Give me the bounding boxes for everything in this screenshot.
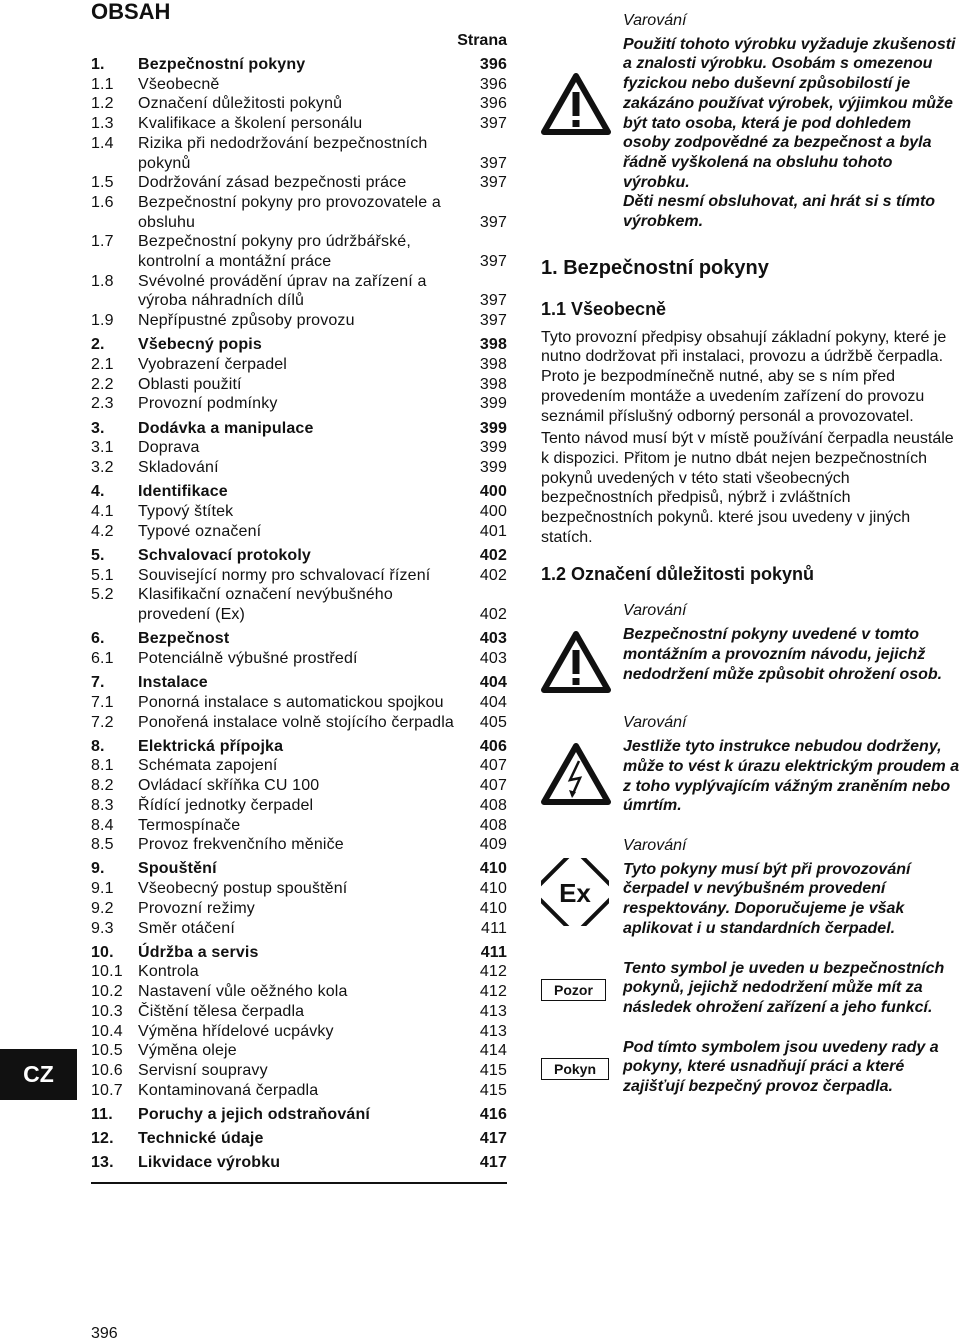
toc-section-entry — [91, 546, 507, 566]
toc-subsection-entry — [91, 232, 507, 271]
subsection-heading: 1.1 Všeobecně — [541, 298, 667, 319]
toc-entry-number: 2.1 — [91, 356, 114, 374]
toc-entry-page: 412 — [479, 963, 507, 981]
toc-entry-page: 398 — [479, 375, 507, 393]
toc-entry-title: Dodávka a manipulace — [138, 419, 314, 437]
toc-entry-number: 3.2 — [91, 459, 114, 477]
toc-entry-number: 4.1 — [91, 502, 114, 520]
toc-entry-title: Provoz frekvenčního měniče — [138, 836, 344, 854]
toc-entry-page: 407 — [479, 777, 507, 795]
warning-triangle-icon — [541, 11, 623, 232]
toc-entry-page: 413 — [479, 1022, 507, 1040]
toc-title: OBSAH — [91, 0, 171, 24]
toc-entry-number: 10.7 — [91, 1081, 123, 1099]
toc-entry-title: Všebecný popis — [138, 336, 262, 354]
toc-entry-page: 399 — [479, 395, 507, 413]
warning-heading: Varování — [623, 12, 687, 29]
toc-entry-page: 406 — [479, 737, 507, 755]
paragraph: Tento návod musí být v místě používání čerpadla neustále k dispozici. Přitom je nutno dbát nejen bezpečnostních pokynů uvedených v této stati všeobecných bezpečnostních předpisů, nýbrž i zvláštních bezpečnostních pokynů. které jsou uvedeny v jiných statích. — [541, 430, 954, 546]
toc-entry-number: 1.2 — [91, 95, 114, 113]
toc-entry-page: 416 — [479, 1105, 507, 1123]
warning-heading: Varování — [623, 836, 687, 854]
toc-entry-page: 415 — [479, 1081, 507, 1099]
toc-entry-page: 397 — [479, 312, 507, 330]
toc-entry-page: 417 — [479, 1154, 507, 1172]
toc-entry-page: 402 — [479, 566, 507, 584]
toc-entry-number: 9.3 — [91, 919, 114, 937]
toc-entry-title: Nastavení vůle oěžného kola — [138, 983, 348, 1001]
toc-entry-page: 401 — [479, 522, 507, 540]
subsection-heading: 1.2 Označení důležitosti pokynů — [541, 564, 815, 585]
warning-text: Použití tohoto výrobku vyžaduje zkušenosti a znalosti výrobku. Osobám s omezenou fyzickou nebo duševní způsobilostí je zakázáno používat výrobek, výjimkou může být tato osoba, která je pod dohledem osoby zodpovědné za bezpečnost a byla řádně vyškolená na obsluhu tohoto výrobku. — [623, 35, 956, 191]
toc-subsection-entry — [91, 193, 507, 232]
toc-entry-number: 10.3 — [91, 1002, 123, 1020]
toc-entry-number: 10.5 — [91, 1042, 123, 1060]
toc-entry-number: 8.3 — [91, 796, 114, 814]
toc-section-entry — [91, 482, 507, 502]
toc-entry-page: 399 — [479, 419, 507, 437]
toc-subsection-entry — [91, 75, 507, 95]
toc-entry-page: 413 — [479, 1002, 507, 1020]
toc-entry-number: 5. — [91, 546, 105, 564]
toc-entry-number: 10.4 — [91, 1022, 123, 1040]
toc-entry-number: 7.2 — [91, 713, 114, 731]
toc-entry-title: Instalace — [138, 674, 208, 692]
toc-entry-page: 414 — [479, 1042, 507, 1060]
toc-entry-page: 410 — [479, 899, 507, 917]
toc-entry-title: Termospínače — [138, 816, 241, 834]
toc-entry-title: Bezpečnostní pokyny — [138, 56, 306, 73]
toc-entry-number: 11. — [91, 1105, 113, 1123]
toc-entry-number: 1.1 — [91, 75, 114, 93]
toc-entry-title: Ponorná instalace s automatickou spojkou — [138, 693, 444, 711]
toc-entry-page: 405 — [479, 713, 507, 731]
toc-subsection-entry — [91, 796, 507, 816]
toc-entry-number: 8.4 — [91, 816, 114, 834]
toc-entry-page: 409 — [479, 836, 507, 854]
toc-entry-number: 1.8 — [91, 272, 114, 290]
svg-text:Ex: Ex — [559, 877, 591, 908]
toc-entry-number: 13. — [91, 1154, 114, 1172]
toc-entry-title: Likvidace výrobku — [138, 1154, 281, 1172]
toc-entry-title: Identifikace — [138, 483, 228, 501]
pokyn-label: Pokyn — [541, 1058, 609, 1080]
warning-general — [541, 11, 960, 232]
toc-section-entry — [91, 737, 507, 757]
toc-subsection-entry — [91, 94, 507, 114]
toc-entry-number: 6.1 — [91, 649, 114, 667]
toc-entry-number: 4.2 — [91, 522, 114, 540]
toc-entry-page: 396 — [479, 95, 507, 113]
warning-electric — [541, 713, 960, 816]
toc-subsection-entry — [91, 899, 507, 919]
toc-entry-page: 408 — [479, 796, 507, 814]
toc-entry-title: Bezpečnost — [138, 630, 230, 648]
toc-entry-page: 400 — [479, 483, 507, 501]
toc-subsection-entry — [91, 355, 507, 375]
ex-explosion-icon — [541, 836, 623, 939]
toc-entry-title: Bezpečnostní pokyny pro provozovatele a obsluhu — [138, 193, 441, 231]
toc-subsection-entry — [91, 1041, 507, 1061]
toc-entry-page: 397 — [479, 213, 507, 231]
warning-text: Jestliže tyto instrukce nebudou dodrženy, může to vést k úrazu elektrickým proudem a z toho vyplývajícím vážným zraněním nebo úmrtím. — [623, 738, 960, 815]
toc-entry-page: 399 — [479, 439, 507, 457]
toc-subsection-entry — [91, 879, 507, 899]
toc-entry-title: Ovládací skříňka CU 100 — [138, 777, 320, 795]
toc-entry-title: Související normy pro schvalovací řízení — [138, 566, 431, 584]
toc-entry-number: 5.2 — [91, 586, 114, 604]
toc-subsection-entry — [91, 114, 507, 134]
toc-entry-page: 397 — [479, 154, 507, 172]
toc-entry-title: Výměna oleje — [138, 1042, 237, 1060]
page-column-header: Strana — [457, 32, 507, 49]
toc-entry-title: Typový štítek — [138, 502, 234, 520]
content-column — [541, 0, 960, 1097]
toc-entry-page: 417 — [479, 1130, 507, 1148]
paragraph: Tyto provozní předpisy obsahují základní pokyny, které je nutno dodržovat při instalaci, provozu a údržbě čerpadla. Proto je bezpodmínečně nutné, aby se s ním před provedením montáže a uvedením zařízení do provozu seznámil příslušný odborný personál a provozovatel. — [541, 328, 947, 425]
toc-entry-number: 6. — [91, 630, 105, 648]
toc-entry-title: Klasifikační označení nevýbušného provedení (Ex) — [138, 586, 393, 623]
toc-entry-title: Kontaminovaná čerpadla — [138, 1081, 319, 1099]
warning-text: Bezpečnostní pokyny uvedené v tomto montážním a provozním návodu, jejichž nedodržení může způsobit ohrožení osob. — [623, 626, 943, 683]
toc-section-entry — [91, 859, 507, 879]
toc-subsection-entry — [91, 1002, 507, 1022]
toc-entry-number: 3.1 — [91, 439, 114, 457]
toc-entry-number: 1.3 — [91, 115, 114, 133]
toc-entry-page: 398 — [479, 336, 507, 354]
toc-entry-title: Potenciálně výbušné prostředí — [138, 649, 358, 667]
toc-entry-page: 412 — [479, 983, 507, 1001]
toc-entry-number: 12. — [91, 1130, 114, 1148]
toc-entry-title: Skladování — [138, 459, 219, 477]
toc-subsection-entry — [91, 982, 507, 1002]
toc-entry-number: 2.2 — [91, 375, 114, 393]
toc-subsection-entry — [91, 1022, 507, 1042]
toc-entry-title: Nepřípustné způsoby provozu — [138, 312, 355, 330]
toc-entry-page: 397 — [479, 115, 507, 133]
toc-subsection-entry — [91, 173, 507, 193]
toc-entry-title: Údržba a servis — [138, 943, 259, 961]
language-tab: CZ — [0, 1049, 77, 1100]
warning-heading: Varování — [623, 714, 687, 732]
toc-entry-title: Provozní režimy — [138, 899, 255, 917]
warning-heading: Varování — [623, 602, 687, 620]
toc-subsection-entry — [91, 502, 507, 522]
electric-hazard-icon — [541, 713, 623, 816]
toc-subsection-entry — [91, 272, 507, 311]
toc-subsection-entry — [91, 713, 507, 733]
toc-entry-number: 9.1 — [91, 880, 114, 898]
toc-entry-title: Poruchy a jejich odstraňování — [138, 1105, 370, 1123]
toc-entry-number: 8.1 — [91, 757, 114, 775]
toc-entry-page: 411 — [480, 943, 507, 961]
toc-subsection-entry — [91, 458, 507, 478]
toc-entry-page: 397 — [479, 292, 507, 310]
toc-entry-title: Doprava — [138, 439, 200, 457]
pozor-label: Pozor — [541, 979, 606, 1001]
caution-note — [541, 959, 960, 1018]
toc-section-entry — [91, 673, 507, 693]
toc-entry-page: 404 — [479, 674, 507, 692]
toc-entry-number: 2. — [91, 336, 105, 354]
toc-entry-title: Kvalifikace a školení personálu — [138, 115, 363, 133]
toc-entry-page: 403 — [479, 649, 507, 667]
toc-subsection-entry — [91, 962, 507, 982]
toc-entry-title: Výměna hřídelové ucpávky — [138, 1022, 334, 1040]
toc-entry-title: Označení důležitosti pokynů — [138, 95, 343, 113]
toc-subsection-entry — [91, 835, 507, 855]
toc-entry-number: 7.1 — [91, 693, 114, 711]
toc-entry-number: 9.2 — [91, 899, 114, 917]
toc-subsection-entry — [91, 585, 507, 624]
section-heading: 1. Bezpečnostní pokyny — [541, 256, 769, 279]
toc-entry-number: 1.9 — [91, 312, 114, 330]
toc-subsection-entry — [91, 919, 507, 939]
toc-entry-number: 10. — [91, 943, 114, 961]
toc-entry-page: 396 — [479, 75, 507, 93]
page-number: 396 — [91, 1325, 118, 1342]
toc-entry-title: Typové označení — [138, 522, 262, 540]
tip-note — [541, 1038, 960, 1097]
toc-entry-page: 397 — [479, 253, 507, 271]
toc-entry-page: 403 — [479, 630, 507, 648]
toc-section-entry — [91, 55, 507, 75]
toc-subsection-entry — [91, 776, 507, 796]
toc-entry-page: 396 — [479, 56, 507, 73]
toc-subsection-entry — [91, 311, 507, 331]
toc-entry-number: 7. — [91, 674, 105, 692]
toc-entry-title: Schvalovací protokoly — [138, 546, 311, 564]
toc-entry-title: Čištění tělesa čerpadla — [138, 1002, 305, 1020]
toc-entry-page: 402 — [479, 605, 507, 623]
toc-subsection-entry — [91, 1061, 507, 1081]
toc-entry-number: 10.1 — [91, 963, 123, 981]
toc-entry-number: 1.4 — [91, 134, 114, 152]
toc-subsection-entry — [91, 756, 507, 776]
toc-entry-title: Spouštění — [138, 860, 217, 878]
toc-entry-title: Směr otáčení — [138, 919, 235, 937]
toc-entry-page: 399 — [479, 459, 507, 477]
warning-text-children: Děti nesmí obsluhovat, ani hrát si s tímto výrobkem. — [623, 193, 936, 231]
toc-entry-number: 10.6 — [91, 1061, 123, 1079]
toc-entry-page: 404 — [479, 693, 507, 711]
toc-entry-number: 10.2 — [91, 983, 123, 1001]
toc-section-entry — [91, 1153, 507, 1173]
toc-section-entry — [91, 335, 507, 355]
toc-entry-title: Servisní soupravy — [138, 1061, 268, 1079]
toc-section-entry — [91, 1129, 507, 1149]
toc-entry-title: Elektrická přípojka — [138, 737, 284, 755]
toc-entry-page: 411 — [481, 919, 507, 937]
toc-subsection-entry — [91, 438, 507, 458]
toc-subsection-entry — [91, 1081, 507, 1101]
toc-list — [91, 55, 507, 1184]
toc-entry-number: 3. — [91, 419, 105, 437]
toc-entry-number: 8.5 — [91, 836, 114, 854]
toc-entry-title: Schémata zapojení — [138, 757, 278, 775]
toc-entry-number: 4. — [91, 483, 105, 501]
toc-subsection-entry — [91, 816, 507, 836]
toc-entry-number: 1.7 — [91, 233, 114, 251]
toc-entry-title: Ponořená instalace volně stojícího čerpadla — [138, 713, 454, 731]
toc-section-entry — [91, 943, 507, 963]
toc-subsection-entry — [91, 693, 507, 713]
warning-explosion — [541, 836, 960, 939]
toc-entry-page: 397 — [479, 174, 507, 192]
warning-persons — [541, 601, 960, 693]
toc-entry-title: Všeobecně — [138, 75, 220, 93]
toc-entry-number: 2.3 — [91, 395, 114, 413]
toc-entry-number: 9. — [91, 860, 105, 878]
toc-entry-number: 5.1 — [91, 566, 114, 584]
toc-entry-number: 1. — [91, 56, 105, 73]
toc-entry-page: 407 — [479, 757, 507, 775]
toc-entry-number: 1.6 — [91, 193, 114, 211]
toc-entry-page: 410 — [479, 860, 507, 878]
toc-entry-title: Svévolné provádění úprav na zařízení a výroba náhradních dílů — [138, 272, 427, 310]
toc-entry-page: 408 — [479, 816, 507, 834]
toc-entry-page: 410 — [479, 880, 507, 898]
toc-subsection-entry — [91, 375, 507, 395]
toc-entry-title: Řídící jednotky čerpadel — [138, 796, 314, 814]
toc-entry-title: Vyobrazení čerpadel — [138, 356, 288, 374]
toc-entry-title: Bezpečnostní pokyny pro údržbářské, kontrolní a montážní práce — [138, 233, 411, 271]
toc-entry-page: 398 — [479, 356, 507, 374]
toc-section-entry — [91, 629, 507, 649]
warning-triangle-icon — [541, 601, 623, 693]
toc-entry-page: 402 — [479, 546, 507, 564]
caution-text: Tento symbol je uveden u bezpečnostních pokynů, jejichž nedodržení může mít za následek ohrožení zařízení a jeho funkcí. — [623, 959, 945, 1016]
toc-entry-number: 8.2 — [91, 777, 114, 795]
toc-subsection-entry — [91, 394, 507, 414]
toc-entry-number: 8. — [91, 737, 105, 755]
tip-text: Pod tímto symbolem jsou uvedeny rady a pokyny, které usnadňují práci a které zajišťují bezpečný provoz čerpadla. — [623, 1038, 939, 1096]
toc-entry-title: Všeobecný postup spouštění — [138, 880, 348, 898]
toc-entry-title: Technické údaje — [138, 1130, 264, 1148]
toc-entry-title: Provozní podmínky — [138, 395, 278, 413]
toc-entry-page: 400 — [479, 502, 507, 520]
toc-section-entry — [91, 1105, 507, 1125]
toc-section-entry — [91, 419, 507, 439]
toc-entry-number: 1.5 — [91, 174, 114, 192]
toc-entry-page: 415 — [479, 1061, 507, 1079]
toc-subsection-entry — [91, 649, 507, 669]
table-of-contents — [91, 0, 507, 1184]
toc-subsection-entry — [91, 566, 507, 586]
warning-text: Tyto pokyny musí být při provozování čerpadel v nevýbušném provedení respektovány. Doporučujeme je však aplikovat i u standardních čerpadel. — [623, 860, 911, 937]
toc-subsection-entry — [91, 522, 507, 542]
toc-entry-title: Rizika při nedodržování bezpečnostních pokynů — [138, 134, 428, 172]
toc-subsection-entry — [91, 134, 507, 173]
toc-entry-title: Dodržování zásad bezpečnosti práce — [138, 174, 407, 192]
toc-entry-title: Kontrola — [138, 963, 199, 981]
toc-entry-title: Oblasti použití — [138, 375, 242, 393]
